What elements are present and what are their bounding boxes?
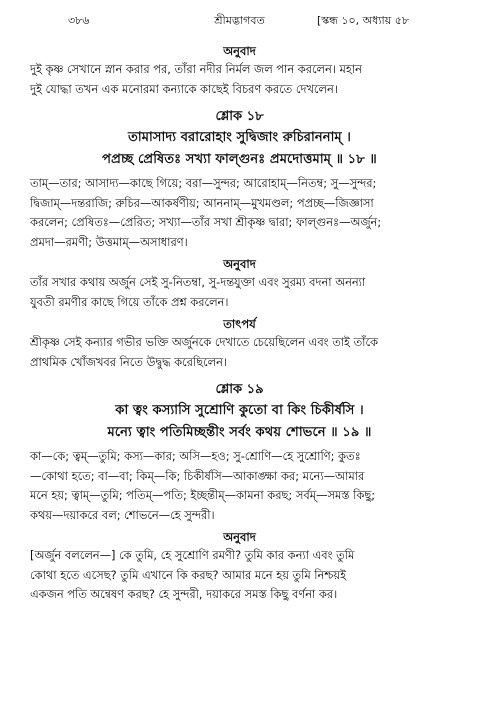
synonyms-line: —কোথা হতে; বা—বা; কিম্—কি; চিকীর্ষসি—আকাঙ্ক্ষা কর; মন্যে—আমার <box>30 468 365 483</box>
translation-line: একজন পতি অন্বেষণ করছ? হে সুন্দরী, দয়াকরে সমস্ত কিছু বর্ণনা কর। <box>30 587 338 601</box>
translation-line: তাঁর সখার কথায় অর্জুন সেই সু-নিতম্বা, সু-দন্তযুক্তা এবং সুরম্য বদনা অনন্যা <box>30 275 366 289</box>
synonyms-line: কথয়—দয়াকরে বল; শোভনে—হে সুন্দরী। <box>30 507 215 522</box>
translation-line: [অর্জুন বললেন—] কে তুমি, হে সুশ্রোণি রমণী? তুমি কার কন্যা এবং তুমি <box>30 548 355 562</box>
translation-heading: অনুবাদ <box>223 530 256 544</box>
synonyms-text <box>30 174 449 252</box>
translation-heading: অনুবাদ <box>223 257 256 271</box>
synonyms-line: করলেন; প্রেষিতঃ—প্রেরিত; সখ্যা—তাঁর সখা শ্রীকৃষ্ণ দ্বারা; ফাল্গুনঃ—অর্জুন; <box>30 215 382 229</box>
page-number: ৩৮৬ <box>68 14 90 27</box>
translation-text <box>30 60 449 99</box>
purport-line: প্রাথমিক খোঁজখবর নিতে উদ্বুদ্ধ করেছিলেন। <box>30 354 227 369</box>
synonyms-line: প্রমদা—রমণী; উত্তমাম্—অসাধারণ। <box>30 234 188 249</box>
translation-line: দুই কৃষ্ণ সেখানে স্নান করার পর, তাঁরা নদীর নির্মল জল পান করলেন। মহান <box>30 62 362 76</box>
verse-line: মন্যে ত্বাং পতিমিচ্ছন্তীং সর্বং কথয় শোভনে ॥ ১৯ ॥ <box>107 425 372 440</box>
synonyms-line: মনে হয়; ত্বাম্—তুমি; পতিম্—পতি; ইচ্ছন্তীম্—কামনা করছ; সর্বম্—সমস্ত কিছু; <box>30 488 376 502</box>
page-body <box>30 42 449 605</box>
translation-line: কোথা হতে এসেছ? তুমি এখানে কি করছ? আমার মনে হয় তুমি নিশ্চয়ই <box>30 567 347 582</box>
translation-line: যুবতী রমণীর কাছে গিয়ে তাঁকে প্রশ্ন করলেন। <box>30 294 229 309</box>
chapter-reference: [স্কন্ধ ১০, অধ্যায় ৫৮ <box>316 14 409 27</box>
page-header <box>30 0 449 28</box>
purport-line: শ্রীকৃষ্ণ সেই কন্যার গভীর ভক্তি অর্জুনকে দেখাতে চেয়েছিলেন এবং তাই তাঁকে <box>30 335 378 349</box>
purport-text <box>30 333 449 372</box>
synonyms-line: কা—কে; ত্বম্—তুমি; কস্য—কার; অসি—হও; সু-শ্রোণি—হে সুশ্রোণি; কুতঃ <box>30 449 361 463</box>
verse-line: তামাসাদ্য বরারোহাং সুদ্বিজাং রুচিরাননাম্ । <box>127 130 352 145</box>
book-title: শ্রীমদ্ভাগবত <box>214 14 265 27</box>
translation-line: দুই যোদ্ধা তখন এক মনোরমা কন্যাকে কাছেই বিচরণ করতে দেখলেন। <box>30 81 338 96</box>
verse-heading: শ্লোক ১৮ <box>215 109 264 124</box>
translation-text <box>30 546 449 605</box>
purport-heading: তাৎপর্য <box>223 317 256 331</box>
synonyms-text <box>30 447 449 525</box>
translation-heading: অনুবাদ <box>223 44 256 58</box>
translation-text <box>30 273 449 312</box>
synonyms-line: তাম্—তার; আসাদ্য—কাছে গিয়ে; বরা—সুন্দর; আরোহাম্—নিতম্ব; সু—সুন্দর; <box>30 176 377 190</box>
verse-heading: শ্লোক ১৯ <box>215 382 264 397</box>
verse-line: কা ত্বং কস্যাসি সুশ্রোণি কুতো বা কিং চিকীর্ষসি । <box>115 403 364 418</box>
synonyms-line: দ্বিজাম্—দন্তরাজি; রুচির—আকর্ষণীয়; আননাম্—মুখমণ্ডল; পপ্রচ্ছ—জিজ্ঞাসা <box>30 195 374 210</box>
verse-line: পপ্রচ্ছ প্রেষিতঃ সখ্যা ফাল্গুনঃ প্রমদোত্তমাম্ ॥ ১৮ ॥ <box>102 152 377 167</box>
